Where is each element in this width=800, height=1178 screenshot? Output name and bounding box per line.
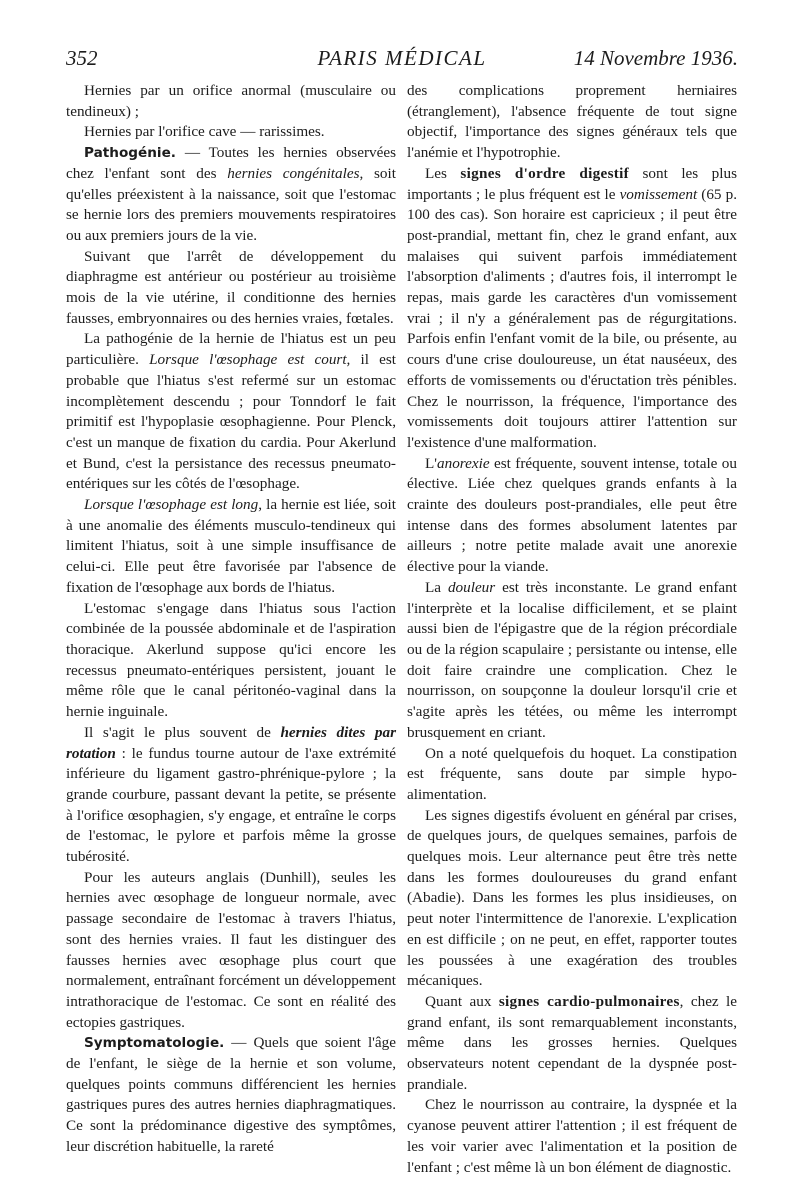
paragraph: On a noté quelquefois du hoquet. La constipation est fréquente, sans doute par simple hypo-alimentation. — [407, 744, 737, 803]
text-run: il est probable que l'hiatus s'est refermé sur un estomac incomplètement descendu ; pour Tonndorf le fait primitif est l'hypoplasie œsophagienne. Pour Plenck, c'est un manque de fixation du cardia. Pour Akerlund et Bund, c'est la persistance des recessus pneumato-entériques sur les côtés de l'œsophage. — [66, 351, 396, 493]
italic-text: Lorsque l'œsophage est long — [84, 496, 259, 514]
text-run: Quant aux — [425, 992, 499, 1010]
italic-text: hernies congénitales — [227, 164, 360, 182]
page-number: 352 — [66, 46, 98, 70]
paragraph: Pour les auteurs anglais (Dunhill), seules les hernies avec œsophage de longueur normale, avec passage secondaire de l'estomac à travers l'hiatus, sont des hernies vraies. Il faut les distinguer des fausses hernies avec œsophage plus court que normalement, entraînant forcément un développement intrathoracique de l'estomac. Ce sont en réalité des ectopies gastriques. — [66, 868, 396, 1031]
paragraph: Chez le nourrisson au contraire, la dyspnée et la cyanose peuvent attirer l'attention ; il est fréquent de les voir varier avec l'alimentation et la position de l'enfant ; c'est même là un bon élément de diagnostic. — [407, 1096, 737, 1176]
text-run: sont les plus importants ; le plus fréquent est le — [407, 164, 737, 203]
paragraph — [407, 992, 737, 1096]
paragraph — [407, 454, 737, 578]
text-run: — Toutes les hernies observées chez l'enfant sont des — [66, 144, 396, 182]
text-run: : le fundus tourne autour de l'axe extrémité inférieure du ligament gastro-phrénique-pylore ; la grande courbure, passant devant la petite, se présente à l'orifice œsophagien, s'y engage, et entraîne le corps de l'estomac, le pylore et parfois même la grosse tubérosité. — [66, 744, 396, 866]
paragraph-continued: des complications proprement herniaires (étranglement), l'absence fréquente de tout signe objectif, l'importance des signes généraux tels que l'anémie et l'hypotrophie. — [407, 82, 737, 162]
paragraph: Hernies par un orifice anormal (musculaire ou tendineux) ; — [66, 82, 396, 120]
right-column — [407, 81, 737, 1178]
paragraph — [66, 329, 396, 495]
text-run: L' — [425, 454, 438, 472]
journal-title: PARIS MÉDICAL — [317, 46, 487, 70]
text-run: est très inconstante. Le grand enfant l'interprète et la localise difficilement, et se plaint aussi bien de l'épigastre que de la région précordiale ou de la région scapulaire ; persistante ou intense, elle doit faire craindre une complication. Chez le nourrisson, on soupçonne la douleur lorsqu'il crie et s'agite après les tétées, ou même les interrompt brusquement en criant. — [407, 578, 737, 741]
text-run: , soit qu'elles préexistent à la naissance, soit que l'estomac se hernie lors des premiers mouvements respiratoires ou aux premiers jours de la vie. — [66, 164, 396, 244]
paragraph — [407, 578, 737, 744]
italic-text: douleur — [447, 578, 496, 596]
paragraph-pathogenie — [66, 143, 396, 247]
text-run: , la hernie est liée, soit à une anomalie des éléments musculo-tendineux qui limitent l'hiatus, soit à une simple insuffisance de celui-ci. Elle peut être favorisée par l'absence de fixation de l'œsophage aux bords de l'hiatus. — [66, 496, 396, 596]
text-run: — Quels que soient l'âge de l'enfant, le siège de la hernie et son volume, quelques points communs différencient les hernies gastriques pures des autres hernies diaphragmatiques. Ce sont la prédominance digestive des symptômes, leur discrétion habituelle, la rareté — [66, 1034, 396, 1155]
bold-text: signes cardio-pulmonaires — [498, 992, 680, 1010]
paragraph — [66, 495, 396, 599]
text-run: (65 p. 100 des cas). Son horaire est capricieux ; il peut être post-prandial, mettant fin, chez le grand enfant, aux malaises qui suivent parfois immédiatement l'absorption d'aliments ; d'autres fois, il interrompt le repas, mais garde les caractères d'un vomissement vrai ; il n'y a généralement pas de régurgitations. Parfois enfin l'enfant vomit de la bile, ou présente, au cours d'une crise douloureuse, un état nauséeux, des efforts de vomissements ou d'éructation très pénibles. Chez le nourrisson, la fréquence, l'importance des vomissements doit toujours attirer l'attention sur l'existence d'une malformation. — [407, 185, 737, 451]
text-run: , chez le grand enfant, ils sont remarquablement inconstants, même dans les grosses hernies. Quelques observateurs notent cependant de la dyspnée post-prandiale. — [407, 992, 738, 1093]
bold-italic-text: hernies dites par rotation — [66, 723, 396, 762]
left-column — [66, 81, 396, 1158]
text-run: Il s'agit le plus souvent de — [84, 723, 281, 741]
text-run: est fréquente, souvent intense, totale ou élective. Liée chez quelques grands enfants à la crainte des douleurs post-prandiales, elle peut être intense dans des formes absolument latentes par ailleurs ; notre petite malade avait une anorexie élective pour la viande. — [407, 454, 737, 576]
bold-text: signes d'ordre digestif — [460, 164, 630, 182]
section-heading-symptomatologie: Symptomatologie. — [84, 1035, 225, 1052]
italic-text: vomissement — [619, 185, 698, 203]
text-run: La pathogénie de la hernie de l'hiatus est un peu particulière. — [66, 330, 396, 369]
italic-text: anorexie — [437, 454, 490, 472]
text-run: Les — [425, 164, 461, 182]
paragraph: L'estomac s'engage dans l'hiatus sous l'action combinée de la poussée abdominale et de l'aspiration thoracique. Akerlund suppose qu'ici encore les recessus pneumato-entériques persistent, jouant le même rôle que le canal péritonéo-vaginal dans la hernie inguinale. — [66, 599, 396, 721]
paragraph: Les signes digestifs évoluent en général par crises, de quelques jours, de quelques semaines, parfois de quelques mois. Leur alternance peut être très nette dans les formes douloureuses du grand enfant (Abadie). Dans les formes les plus insidieuses, on peut noter l'intermittence de l'anorexie. L'explication en est difficile ; on ne peut, en effet, rapporter toutes les poussées à une exagération des troubles mécaniques. — [407, 806, 737, 990]
issue-date: 14 Novembre 1936. — [573, 46, 738, 70]
paragraph: Suivant que l'arrêt de développement du diaphragme est antérieur ou postérieur au troisième mois de la vie utérine, il conditionne des hernies fausses, embryonnaires ou des hernies vraies, fœtales. — [66, 247, 396, 327]
paragraph-symptomatologie — [66, 1033, 396, 1157]
text-run: La — [425, 578, 448, 596]
paragraph: Hernies par l'orifice cave — rarissimes. — [84, 123, 325, 141]
italic-text: Lorsque l'œsophage est court, — [149, 351, 351, 369]
section-heading-pathogenie: Pathogénie. — [84, 145, 176, 162]
paragraph — [66, 723, 396, 868]
page-header — [66, 44, 738, 74]
paragraph — [407, 164, 737, 454]
